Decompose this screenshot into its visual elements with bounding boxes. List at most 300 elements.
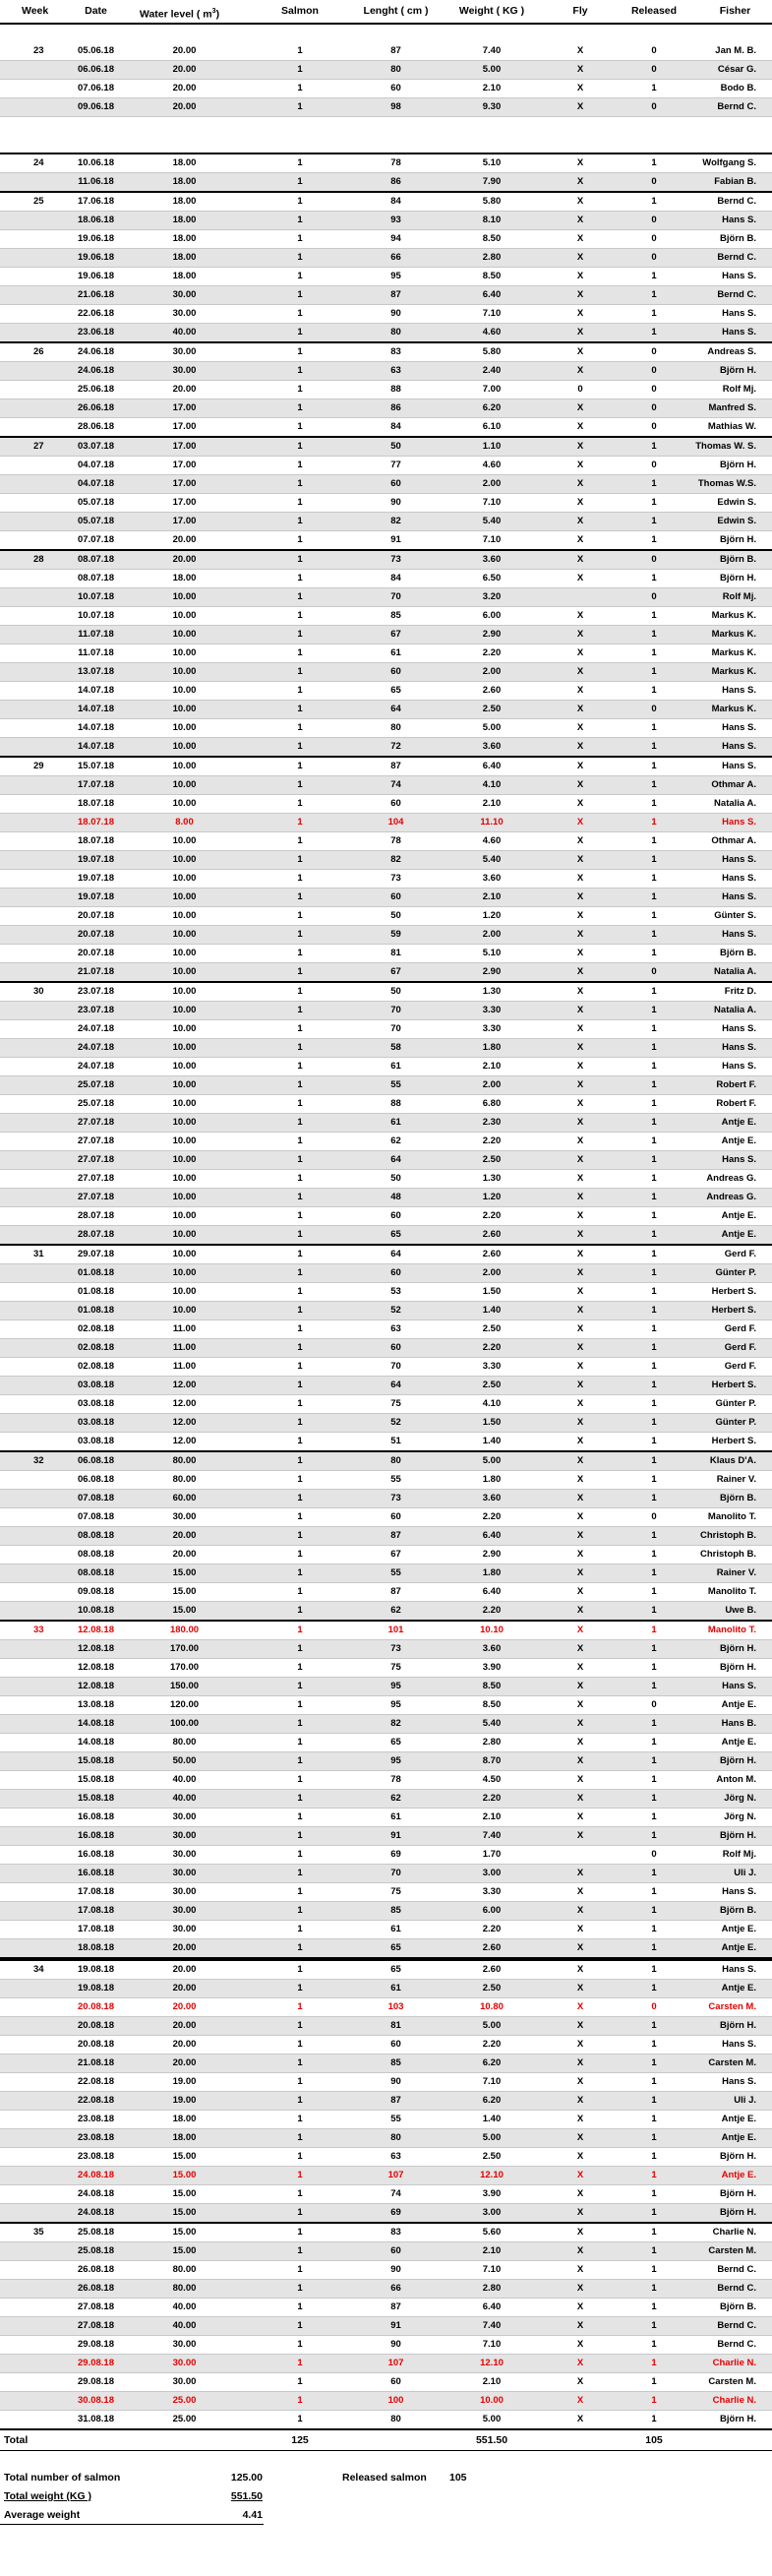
cell-length: 94: [390, 233, 401, 244]
cell-weight: 3.00: [482, 1868, 502, 1878]
cell-water-level: 40.00: [172, 2320, 197, 2331]
cell-salmon: 1: [297, 2207, 303, 2218]
cell-weight: 7.10: [482, 497, 502, 508]
cell-length: 73: [390, 554, 401, 565]
cell-fly: X: [576, 629, 584, 640]
table-row: [0, 1189, 772, 1207]
table-row: [0, 983, 772, 1002]
cell-weight: 5.80: [482, 196, 502, 207]
header-fisher: Fisher: [719, 5, 751, 17]
cell-water-level: 30.00: [172, 2358, 197, 2368]
cell-water-level: 80.00: [172, 1737, 197, 1748]
table-row: [0, 607, 772, 626]
cell-salmon: 1: [297, 346, 303, 357]
cell-weight: 3.30: [482, 1023, 502, 1034]
cell-water-level: 17.00: [172, 402, 197, 413]
cell-fisher: Othmar A.: [711, 779, 756, 790]
cell-fisher: Gerd F.: [724, 1342, 756, 1353]
cell-salmon: 1: [297, 1586, 303, 1597]
cell-fly: X: [576, 1210, 584, 1221]
week-number: 30: [33, 986, 44, 997]
cell-weight: 6.20: [482, 2095, 502, 2106]
cell-fisher: Günter P.: [715, 1267, 756, 1278]
cell-salmon: 1: [297, 2188, 303, 2199]
summary-total-weight: [0, 2487, 772, 2506]
table-row: [0, 2373, 772, 2392]
cell-salmon: 1: [297, 1436, 303, 1446]
cell-fisher: Antje E.: [721, 1229, 756, 1240]
cell-water-level: 12.00: [172, 1436, 197, 1446]
cell-length: 91: [390, 2320, 401, 2331]
cell-released: 1: [651, 2095, 657, 2106]
cell-salmon: 1: [297, 45, 303, 56]
cell-released: 1: [651, 1135, 657, 1146]
cell-released: 1: [651, 2076, 657, 2087]
cell-water-level: 17.00: [172, 421, 197, 432]
cell-weight: 1.20: [482, 1192, 502, 1202]
summary-total-weight-label: Total weight (KG ): [4, 2490, 92, 2502]
cell-water-level: 80.00: [172, 2264, 197, 2275]
cell-released: 1: [651, 157, 657, 168]
cell-date: 27.07.18: [78, 1173, 114, 1184]
cell-weight: 4.10: [482, 779, 502, 790]
cell-length: 103: [387, 2001, 404, 2012]
cell-length: 73: [390, 873, 401, 884]
table-row: [0, 758, 772, 776]
cell-length: 84: [390, 421, 401, 432]
cell-water-level: 30.00: [172, 1849, 197, 1860]
cell-length: 65: [390, 1737, 401, 1748]
cell-fly: X: [576, 2076, 584, 2087]
cell-length: 81: [390, 948, 401, 958]
cell-date: 15.08.18: [78, 1755, 114, 1766]
cell-date: 19.07.18: [78, 873, 114, 884]
cell-weight: 1.70: [482, 1849, 502, 1860]
header-fly: Fly: [572, 5, 588, 17]
cell-released: 1: [651, 2376, 657, 2387]
cell-salmon: 1: [297, 2283, 303, 2294]
cell-weight: 6.80: [482, 1098, 502, 1109]
cell-fisher: Antje E.: [721, 1737, 756, 1748]
cell-length: 80: [390, 722, 401, 733]
header-released: Released: [630, 5, 678, 17]
cell-length: 60: [390, 478, 401, 489]
cell-date: 18.07.18: [78, 817, 114, 828]
cell-water-level: 10.00: [172, 591, 197, 602]
cell-salmon: 1: [297, 1964, 303, 1975]
cell-water-level: 10.00: [172, 1267, 197, 1278]
table-row: [0, 2036, 772, 2055]
cell-released: 1: [651, 534, 657, 545]
cell-fisher: Björn H.: [720, 2151, 756, 2162]
cell-weight: 2.90: [482, 1549, 502, 1560]
cell-fisher: Hans S.: [722, 1023, 756, 1034]
cell-length: 107: [387, 2358, 404, 2368]
cell-water-level: 30.00: [172, 1868, 197, 1878]
cell-date: 21.07.18: [78, 966, 114, 977]
cell-salmon: 1: [297, 948, 303, 958]
cell-fisher: Charlie N.: [712, 2395, 756, 2406]
cell-water-level: 11.00: [172, 1323, 197, 1334]
cell-fisher: Hans S.: [722, 929, 756, 940]
cell-water-level: 17.00: [172, 460, 197, 470]
table-row: [0, 1076, 772, 1095]
cell-released: 1: [651, 2020, 657, 2031]
cell-fly: X: [576, 1681, 584, 1691]
cell-weight: 2.50: [482, 1983, 502, 1993]
cell-salmon: 1: [297, 2227, 303, 2238]
cell-fisher: Carsten M.: [708, 2376, 756, 2387]
cell-date: 07.07.18: [78, 534, 114, 545]
cell-released: 1: [651, 2170, 657, 2180]
summary-released-label: Released salmon: [342, 2472, 427, 2484]
cell-date: 24.07.18: [78, 1023, 114, 1034]
cell-fly: X: [576, 45, 584, 56]
cell-fly: X: [576, 1098, 584, 1109]
cell-released: 1: [651, 1493, 657, 1503]
cell-fly: X: [576, 2001, 584, 2012]
cell-length: 91: [390, 534, 401, 545]
table-row: [0, 2185, 772, 2204]
cell-fly: X: [576, 460, 584, 470]
cell-released: 1: [651, 1605, 657, 1616]
cell-date: 20.07.18: [78, 910, 114, 921]
week-number: 23: [33, 45, 44, 56]
cell-fisher: Rolf Mj.: [722, 384, 756, 395]
cell-salmon: 1: [297, 1567, 303, 1578]
cell-date: 26.08.18: [78, 2264, 114, 2275]
cell-date: 17.08.18: [78, 1905, 114, 1916]
cell-date: 27.07.18: [78, 1192, 114, 1202]
table-row: [0, 418, 772, 438]
cell-salmon: 1: [297, 1830, 303, 1841]
cell-salmon: 1: [297, 2339, 303, 2350]
cell-fisher: Andreas G.: [706, 1192, 756, 1202]
cell-weight: 7.40: [482, 2320, 502, 2331]
cell-weight: 7.40: [482, 45, 502, 56]
cell-weight: 10.00: [480, 2395, 504, 2406]
cell-water-level: 60.00: [172, 1493, 197, 1503]
summary-block: [0, 2469, 772, 2526]
cell-fisher: Manfred S.: [708, 402, 756, 413]
cell-released: 1: [651, 647, 657, 658]
cell-length: 95: [390, 271, 401, 281]
cell-fisher: Rolf Mj.: [722, 1849, 756, 1860]
cell-fisher: Bernd C.: [717, 2339, 756, 2350]
table-row: [0, 1490, 772, 1508]
cell-released: 1: [651, 1398, 657, 1409]
cell-weight: 5.00: [482, 2414, 502, 2424]
cell-date: 02.08.18: [78, 1361, 114, 1372]
cell-released: 0: [651, 554, 657, 565]
cell-date: 10.08.18: [78, 1605, 114, 1616]
cell-salmon: 1: [297, 1229, 303, 1240]
cell-water-level: 17.00: [172, 516, 197, 526]
cell-date: 03.08.18: [78, 1380, 114, 1390]
cell-length: 87: [390, 2095, 401, 2106]
table-row: [0, 2242, 772, 2261]
cell-weight: 2.50: [482, 1380, 502, 1390]
cell-fisher: Björn B.: [720, 233, 756, 244]
cell-released: 1: [651, 1192, 657, 1202]
cell-salmon: 1: [297, 1267, 303, 1278]
cell-fly: X: [576, 1398, 584, 1409]
cell-date: 28.07.18: [78, 1210, 114, 1221]
cell-date: 05.07.18: [78, 516, 114, 526]
cell-fisher: Carsten M.: [708, 2001, 756, 2012]
cell-length: 50: [390, 910, 401, 921]
cell-salmon: 1: [297, 1699, 303, 1710]
summary-total-salmon-label: Total number of salmon: [4, 2472, 121, 2484]
table-row: [0, 1358, 772, 1377]
cell-fly: X: [576, 929, 584, 940]
table-row: [0, 1058, 772, 1076]
cell-length: 60: [390, 83, 401, 93]
cell-weight: 2.10: [482, 2376, 502, 2387]
cell-fisher: Björn H.: [720, 1662, 756, 1673]
cell-weight: 5.40: [482, 1718, 502, 1729]
cell-length: 52: [390, 1417, 401, 1428]
week-number: 24: [33, 157, 44, 168]
cell-salmon: 1: [297, 2376, 303, 2387]
cell-weight: 5.00: [482, 1455, 502, 1466]
cell-released: 0: [651, 591, 657, 602]
cell-released: 1: [651, 1154, 657, 1165]
cell-released: 1: [651, 516, 657, 526]
cell-weight: 2.20: [482, 2039, 502, 2050]
cell-fly: X: [576, 2114, 584, 2124]
cell-water-level: 20.00: [172, 554, 197, 565]
cell-water-level: 10.00: [172, 722, 197, 733]
cell-weight: 5.40: [482, 854, 502, 865]
cell-length: 70: [390, 591, 401, 602]
table-row: [0, 1114, 772, 1133]
cell-fly: X: [576, 2301, 584, 2312]
cell-water-level: 18.00: [172, 2132, 197, 2143]
cell-length: 90: [390, 2264, 401, 2275]
cell-fly: X: [576, 647, 584, 658]
cell-water-level: 180.00: [169, 1625, 200, 1635]
table-row: [0, 305, 772, 324]
cell-salmon: 1: [297, 2132, 303, 2143]
cell-salmon: 1: [297, 365, 303, 376]
cell-water-level: 12.00: [172, 1380, 197, 1390]
cell-date: 23.07.18: [78, 986, 114, 997]
cell-length: 60: [390, 1342, 401, 1353]
cell-salmon: 1: [297, 573, 303, 583]
cell-released: 1: [651, 1567, 657, 1578]
cell-fisher: Andreas G.: [706, 1173, 756, 1184]
cell-fly: X: [576, 1305, 584, 1316]
cell-length: 64: [390, 1249, 401, 1259]
cell-date: 03.08.18: [78, 1398, 114, 1409]
table-row: [0, 343, 772, 362]
cell-fisher: Jan M. B.: [715, 45, 756, 56]
table-row: [0, 1659, 772, 1678]
cell-weight: 2.10: [482, 1811, 502, 1822]
cell-weight: 2.20: [482, 1605, 502, 1616]
cell-length: 90: [390, 2339, 401, 2350]
cell-released: 1: [651, 1342, 657, 1353]
cell-salmon: 1: [297, 215, 303, 225]
cell-length: 73: [390, 1493, 401, 1503]
cell-released: 1: [651, 835, 657, 846]
cell-water-level: 18.00: [172, 176, 197, 187]
cell-salmon: 1: [297, 233, 303, 244]
cell-water-level: 10.00: [172, 929, 197, 940]
cell-salmon: 1: [297, 1342, 303, 1353]
cell-salmon: 1: [297, 64, 303, 75]
cell-fly: X: [576, 1905, 584, 1916]
cell-date: 18.07.18: [78, 835, 114, 846]
cell-released: 1: [651, 1983, 657, 1993]
cell-date: 17.07.18: [78, 779, 114, 790]
cell-fisher: Antje E.: [721, 1924, 756, 1934]
cell-fisher: Natalia A.: [714, 966, 756, 977]
cell-released: 1: [651, 1586, 657, 1597]
cell-fly: X: [576, 196, 584, 207]
cell-length: 65: [390, 1942, 401, 1953]
cell-salmon: 1: [297, 2020, 303, 2031]
total-row: [0, 2430, 772, 2451]
cell-weight: 3.30: [482, 1005, 502, 1015]
cell-fisher: Jörg N.: [724, 1793, 756, 1804]
cell-fisher: Herbert S.: [711, 1286, 756, 1297]
cell-date: 23.08.18: [78, 2132, 114, 2143]
cell-weight: 11.10: [480, 817, 504, 828]
cell-released: 0: [651, 346, 657, 357]
cell-released: 1: [651, 1942, 657, 1953]
cell-salmon: 1: [297, 478, 303, 489]
cell-fisher: Antje E.: [721, 2132, 756, 2143]
cell-date: 25.08.18: [78, 2227, 114, 2238]
cell-fly: X: [576, 1229, 584, 1240]
table-row: [0, 1902, 772, 1921]
cell-fisher: Charlie N.: [712, 2227, 756, 2238]
cell-salmon: 1: [297, 1305, 303, 1316]
table-row: [0, 644, 772, 663]
cell-fisher: Christoph B.: [700, 1549, 756, 1560]
cell-length: 87: [390, 1586, 401, 1597]
cell-water-level: 12.00: [172, 1398, 197, 1409]
table-row: [0, 1283, 772, 1302]
cell-length: 93: [390, 215, 401, 225]
table-row: [0, 1998, 772, 2017]
cell-water-level: 15.00: [172, 1605, 197, 1616]
cell-length: 66: [390, 252, 401, 263]
week-number: 32: [33, 1455, 44, 1466]
cell-fly: X: [576, 1511, 584, 1522]
cell-water-level: 20.00: [172, 2001, 197, 2012]
table-row: [0, 1508, 772, 1527]
cell-released: 0: [651, 64, 657, 75]
cell-date: 10.07.18: [78, 610, 114, 621]
cell-water-level: 20.00: [172, 83, 197, 93]
table-row: [0, 1790, 772, 1809]
cell-released: 1: [651, 2057, 657, 2068]
cell-fisher: Gerd F.: [724, 1323, 756, 1334]
cell-released: 1: [651, 610, 657, 621]
cell-length: 100: [387, 2395, 404, 2406]
cell-fly: X: [576, 1079, 584, 1090]
cell-released: 1: [651, 817, 657, 828]
cell-date: 29.07.18: [78, 1249, 114, 1259]
cell-fisher: Manolito T.: [707, 1625, 756, 1635]
cell-water-level: 100.00: [169, 1718, 200, 1729]
table-row: [0, 42, 772, 61]
cell-fly: X: [576, 2227, 584, 2238]
cell-date: 30.08.18: [78, 2395, 114, 2406]
cell-released: 1: [651, 798, 657, 809]
table-row: [0, 2092, 772, 2111]
cell-weight: 5.00: [482, 2020, 502, 2031]
cell-weight: 6.00: [482, 1905, 502, 1916]
cell-date: 18.06.18: [78, 215, 114, 225]
cell-water-level: 30.00: [172, 1905, 197, 1916]
cell-fly: X: [576, 1662, 584, 1673]
cell-date: 22.08.18: [78, 2095, 114, 2106]
table-row: [0, 475, 772, 494]
cell-salmon: 1: [297, 817, 303, 828]
table-row: [0, 1678, 772, 1696]
cell-length: 65: [390, 1229, 401, 1240]
cell-salmon: 1: [297, 1474, 303, 1485]
cell-length: 59: [390, 929, 401, 940]
cell-salmon: 1: [297, 1811, 303, 1822]
cell-weight: 7.00: [482, 384, 502, 395]
cell-weight: 7.90: [482, 176, 502, 187]
table-row: [0, 1170, 772, 1189]
cell-fly: X: [576, 986, 584, 997]
header-week: Week: [22, 5, 49, 17]
cell-date: 12.08.18: [78, 1681, 114, 1691]
cell-weight: 3.90: [482, 2188, 502, 2199]
cell-date: 03.07.18: [78, 441, 114, 452]
cell-fly: X: [576, 1173, 584, 1184]
cell-fly: X: [576, 1117, 584, 1128]
cell-salmon: 1: [297, 910, 303, 921]
cell-length: 86: [390, 176, 401, 187]
cell-date: 12.08.18: [78, 1625, 114, 1635]
summary-average-weight-value: 4.41: [242, 2509, 263, 2521]
cell-date: 27.08.18: [78, 2320, 114, 2331]
cell-salmon: 1: [297, 779, 303, 790]
cell-fly: X: [576, 1793, 584, 1804]
table-row: [0, 551, 772, 570]
cell-fly: X: [576, 1530, 584, 1541]
cell-released: 0: [651, 1699, 657, 1710]
cell-released: 1: [651, 1549, 657, 1560]
cell-fly: X: [576, 1493, 584, 1503]
cell-fisher: Hans S.: [722, 761, 756, 771]
cell-fisher: Klaus D'A.: [709, 1455, 756, 1466]
cell-fisher: Hans S.: [722, 308, 756, 319]
cell-weight: 8.50: [482, 1699, 502, 1710]
table-row: [0, 2355, 772, 2373]
table-row: [0, 945, 772, 963]
cell-salmon: 1: [297, 1117, 303, 1128]
cell-date: 19.07.18: [78, 891, 114, 902]
week-number: 29: [33, 761, 44, 771]
cell-weight: 2.50: [482, 704, 502, 714]
cell-fisher: Uli J.: [734, 1868, 756, 1878]
cell-fly: X: [576, 289, 584, 300]
table-row: [0, 1264, 772, 1283]
cell-fisher: Björn H.: [720, 365, 756, 376]
table-header: [0, 0, 772, 25]
cell-released: 0: [651, 966, 657, 977]
cell-fisher: Björn B.: [720, 554, 756, 565]
